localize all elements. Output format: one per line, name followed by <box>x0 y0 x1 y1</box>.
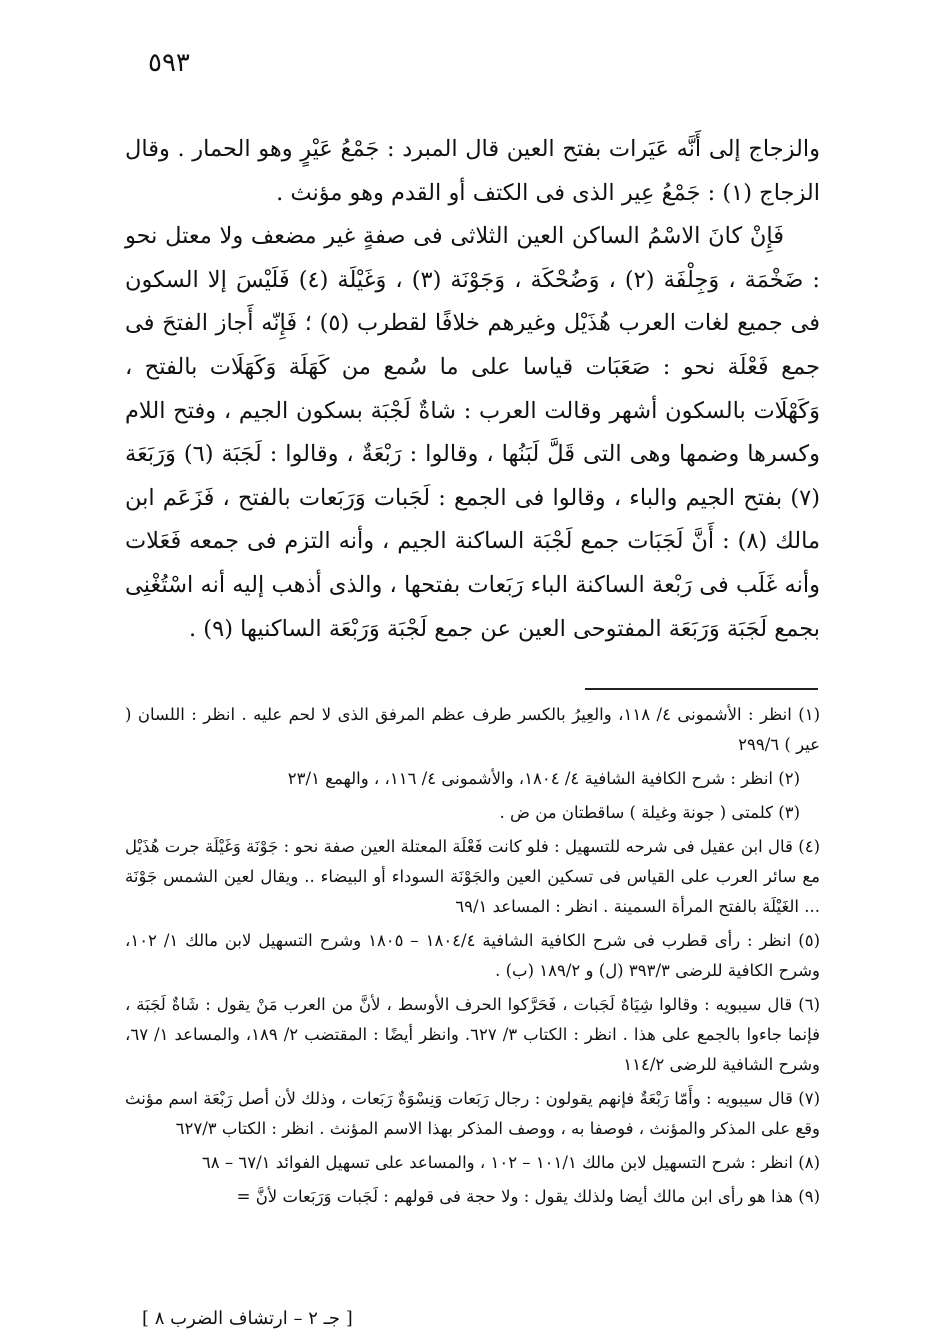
page-number: ٥٩٣ <box>148 48 190 78</box>
footnote: (٨) انظر : شرح التسهيل لابن مالك ١٠١/١ – ١٠٢ ، والمساعد على تسهيل الفوائد ٦٧/١ – ٦٨ <box>201 1153 820 1172</box>
body-paragraph: فَإِنْ كانَ الاسْمُ الساكن العين الثلاثى فى صفةٍ غير مضعف ولا معتل نحو : ضَخْمَة ، وَجِلْفَة (٢) ، وَضُحْكَة ، وَجَوْنَة (٣) ، وَغَيْلَة (٤) فَلَيْسَ إلا السكون فى جميع لغات العرب هُذَيْل وغيرهم خلافًا لقطرب (٥) ؛ فَإِنّه أَجاز الفتحَ فى جمع فَعْلَة نحو : صَعَبَات قياسا على ما سُمع من كَهَلَة وَكَهَلَات بالفتح ، وَكَهْلَات بالسكون أشهر وقالت العرب : شاةٌ لَجْبَة بسكون الجيم ، وفتح اللام وكسرها وضمها وهى التى قَلَّ لَبَنُها ، وقالوا : رَبْعَةٌ ، وقالوا : لَجَبَة (٦) وَرَبَعَة (٧) بفتح الجيم والباء ، وقالوا فى الجمع : لَجَبات وَرَبَعات بالفتح ، فَزَعَم ابن مالك (٨) : أَنَّ لَجَبَات جمع لَجْبَة الساكنة الجيم ، وأنه التزم فى جمعه فَعَلات وأنه غَلَب فى رَبْعة الساكنة الباء رَبَعات بفتحها ، والذى أذهب إليه أنه اسْتُغْنِى بجمع لَجَبَة وَرَبَعَة المفتوحى العين عن جمع لَجْبَة وَرَبْعَة الساكنيها (٩) . <box>125 223 820 642</box>
footnote: (٥) انظر : رأى قطرب فى شرح الكافية الشافية ١٨٠٤/٤ – ١٨٠٥ وشرح التسهيل لابن مالك ١/ ١٠٢، وشرح الكافية للرضى ٣٩٣/٣ (ل) و ١٨٩/٢ (ب) . <box>125 931 820 980</box>
footnote: (٩) هذا هو رأى ابن مالك أيضا ولذلك يقول : ولا حجة فى قولهم : لَجَبات وَرَبَعات لأنَّ = <box>236 1187 820 1206</box>
footnote: (٦) قال سيبويه : وقالوا شِيَاهٌ لَجَبات ، فَحَرَّكوا الحرف الأوسط ، لأنَّ من العرب مَنْ يقول : شَاةٌ لَجَبَة ، فإنما جاءوا بالجمع على هذا . انظر : الكتاب ٣/ ٦٢٧. وانظر أيضًا : المقتضب ٢/ ١٨٩، والمساعد ١/ ٦٧، وشرح الشافية للرضى ١١٤/٢ <box>125 995 821 1074</box>
main-text <box>125 128 820 651</box>
footnote: (٣) كلمتى ( جونة وغيلة ) ساقطتان من ض . <box>499 803 800 822</box>
footnote: (٢) انظر : شرح الكافية الشافية ٤/ ١٨٠٤، والأشمونى ٤/ ١١٦، ، والهمع ٢٣/١ <box>287 769 800 788</box>
page-footer: [ جـ ٢ – ارتشاف الضرب ٨ ] <box>142 1308 353 1329</box>
footnotes <box>125 700 820 1216</box>
footnote-separator <box>585 688 818 690</box>
body-paragraph: والزجاج إلى أَنَّه عَيَرات بفتح العين قال المبرد : جَمْعُ عَيْرٍ وهو الحمار . وقال الزجاج (١) : جَمْعُ عِير الذى فى الكتف أو القدم وهو مؤنث . <box>125 136 820 206</box>
footnote: (٧) قال سيبويه : وأَمّا رَبْعَةٌ فإنهم يقولون : رجال رَبَعات وَنِسْوَةٌ رَبَعات ، وذلك لأن أصل رَبْعَة اسم مؤنث وقع على المذكر والمؤنث ، فوصفا به ، ووصف المذكر بهذا الاسم المؤنث . انظر : الكتاب ٦٢٧/٣ <box>125 1089 820 1138</box>
footnote: (١) انظر : الأشمونى ٤/ ١١٨، والعِيرُ بالكسر طرف عظم المرفق الذى لا لحم عليه . انظر : اللسان ( عير ) ٢٩٩/٦ <box>125 705 820 754</box>
footnote: (٤) قال ابن عقيل فى شرحه للتسهيل : فلو كانت فَعْلَة المعتلة العين صفة نحو : جَوْنَة وَغَيْلَة جرت هُذَيْل مع سائر العرب على القياس فى تسكين العين والجَوْنَة السوداء أو البيضاء .. ويقال لعين الشمس جَوْنَة ... الغَيْلَة بالفتح المرأة السمينة . انظر : المساعد ٦٩/١ <box>125 837 820 916</box>
